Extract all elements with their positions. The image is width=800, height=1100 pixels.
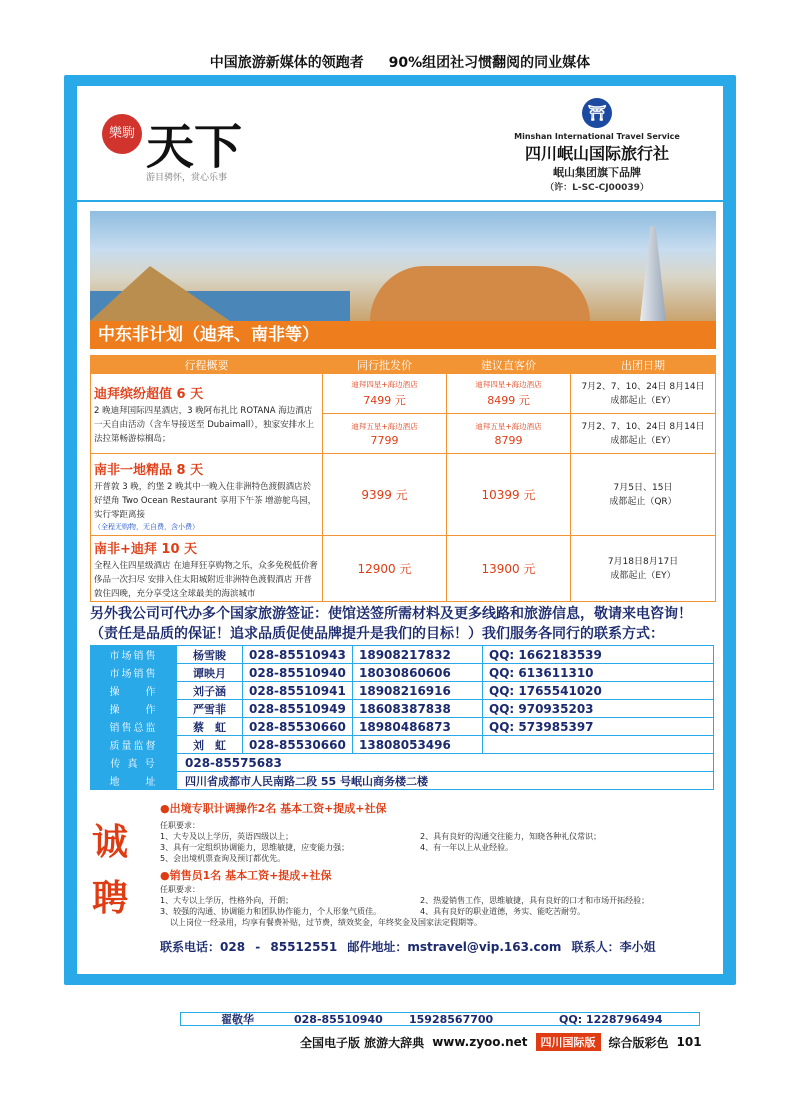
recruit-contact: 联系电话：028 - 85512551 邮件地址：mstravel@vip.163.com 联系人：李小姐 [160, 940, 656, 954]
recruit-char-2: 聘 [92, 877, 129, 919]
fax-value: 028-85575683 [177, 754, 714, 772]
departure-dates [571, 536, 716, 602]
brand-title: 天下 [146, 119, 243, 175]
dates-text: 7月2、7、10、24日 8月14日 [581, 421, 705, 432]
contact-phone: 028-85510943 [243, 646, 353, 664]
address-label: 地 址 [91, 772, 177, 790]
contacts-table [90, 645, 714, 790]
contact-role: 市场销售 [91, 646, 177, 664]
logo-area [90, 96, 710, 206]
agency-block [502, 98, 692, 193]
tour-desc: 开普敦 3 晚，约堡 2 晚其中一晚入住非洲特色渡假酒店於好望角 Two Ocean Restaurant 享用下午茶 增游鸵鸟园，实行零距离接 [94, 482, 317, 520]
contact-qq [483, 736, 714, 754]
departure-dates [571, 374, 716, 414]
contact-row [91, 664, 714, 682]
price-value: 8799 [494, 433, 523, 447]
dates-text: 7月18日8月17日 [607, 556, 679, 567]
banner-image [90, 211, 716, 321]
contact-qq: QQ: 1765541020 [483, 682, 714, 700]
job-1-req: 2、具有良好的沟通交往能力，知晓各种礼仪常识； [420, 832, 602, 841]
job-2-benefits: 以上岗位一经录用，均享有餐费补贴，过节费，绩效奖金，年终奖金及国家法定假期等。 [170, 918, 482, 927]
job-2-req: 3、较强的沟通、协调能力和团队协作能力，个人形象气质佳。 [160, 907, 382, 916]
contact-row [91, 682, 714, 700]
job-2-req: 2、热爱销售工作，思维敏捷，具有良好的口才和市场开拓经验； [420, 896, 650, 905]
tour-desc: 2 晚迪拜国际四星酒店，3 晚阿布扎比 ROTANA 海边酒店一天自由活动（含车导接送至 Dubaimall），独家安排水上法拉第畅游棕榈岛； [94, 406, 315, 444]
job-2-req: 4、具有良好的职业道德，务实、能吃苦耐劳。 [420, 907, 586, 916]
recruitment-section [90, 800, 720, 960]
contact-name: 蔡 虹 [177, 718, 243, 736]
brand-slogan: 游目骋怀，赏心乐事 [146, 173, 228, 183]
wholesale-price: 12900 元 [323, 536, 447, 602]
address-row [91, 772, 714, 790]
col-dates: 出团日期 [571, 356, 716, 374]
agency-license: （许：L-SC-CJ00039） [545, 183, 649, 193]
wholesale-price [323, 414, 447, 454]
agency-sub: 岷山集团旗下品牌 [553, 166, 641, 179]
table-row [91, 374, 716, 414]
contact-qq: QQ: 1662183539 [483, 646, 714, 664]
contact-mobile: 13808053496 [353, 736, 483, 754]
contact-mobile: 18908216916 [353, 682, 483, 700]
extra-qq: QQ: 1228796494 [559, 1012, 663, 1026]
contact-name: 刘 虹 [177, 736, 243, 754]
price-label: 迪拜四星+海边酒店 [351, 380, 418, 389]
contact-mobile: 18608387838 [353, 700, 483, 718]
extra-phone: 028-85510940 [294, 1012, 383, 1026]
address-value: 四川省成都市人民南路二段 55 号岷山商务楼二楼 [177, 772, 714, 790]
dates-text: 7月5日、15日 [613, 482, 673, 493]
contact-role: 操 作 [91, 700, 177, 718]
contact-phone: 028-85510940 [243, 664, 353, 682]
tour-name: 南非+迪拜 10 天 [94, 542, 198, 557]
job-1-req-title: 任职要求： [160, 821, 200, 830]
footer-tag: 四川国际版 [536, 1033, 601, 1051]
job-1-title: ●出境专职计调操作2名 基本工资+提成+社保 [160, 802, 387, 815]
job-2-req-title: 任职要求： [160, 885, 200, 894]
departure-dates [571, 414, 716, 454]
banner-cliff [90, 266, 230, 321]
contact-phone: 028-85510941 [243, 682, 353, 700]
retail-price: 10399 元 [447, 454, 571, 536]
tour-summary [91, 374, 323, 454]
contact-role: 销售总监 [91, 718, 177, 736]
agency-name-en: Minshan International Travel Service [514, 132, 680, 141]
table-row [91, 454, 716, 536]
footer-site[interactable]: www.zyoo.net [432, 1035, 528, 1049]
wholesale-price [323, 374, 447, 414]
contact-mobile: 18980486873 [353, 718, 483, 736]
price-label: 迪拜五星+海边酒店 [475, 421, 542, 431]
contact-qq: QQ: 970935203 [483, 700, 714, 718]
wholesale-price: 9399 元 [323, 454, 447, 536]
visa-notice [90, 604, 716, 644]
job-2-title: ●销售员1名 基本工资+提成+社保 [160, 869, 332, 882]
price-value: 8499 元 [487, 394, 530, 407]
contact-qq: QQ: 613611310 [483, 664, 714, 682]
retail-price [447, 374, 571, 414]
col-summary: 行程概要 [91, 356, 323, 374]
tour-summary [91, 454, 323, 536]
tour-name: 南非一地精品 8 天 [94, 463, 204, 478]
header-tagline: 中国旅游新媒体的领跑者 90%组团社习惯翻阅的同业媒体 [209, 55, 591, 71]
contact-name: 严雪菲 [177, 700, 243, 718]
job-2-req: 1、大专以上学历，性格外向，开朗； [160, 896, 294, 905]
contact-mobile: 18908217832 [353, 646, 483, 664]
agency-name-cn: 四川岷山国际旅行社 [524, 144, 669, 163]
departure-city: 成都起止（EY） [610, 570, 676, 581]
contact-row [91, 736, 714, 754]
price-value: 7499 元 [363, 394, 406, 407]
contact-role: 市场销售 [91, 664, 177, 682]
banner-dune [370, 266, 590, 321]
extra-mobile: 15928567700 [409, 1012, 494, 1026]
contact-phone: 028-85510949 [243, 700, 353, 718]
table-row [91, 536, 716, 602]
contact-row [91, 700, 714, 718]
contact-qq: QQ: 573985397 [483, 718, 714, 736]
tour-summary [91, 536, 323, 602]
footer-bar [300, 1032, 760, 1052]
contact-mobile: 18030860606 [353, 664, 483, 682]
contact-name: 刘子涵 [177, 682, 243, 700]
tour-table [90, 355, 716, 602]
price-value: 7799 [370, 433, 399, 447]
departure-dates [571, 454, 716, 536]
contact-role: 质量监督 [91, 736, 177, 754]
contact-name: 杨雪睃 [177, 646, 243, 664]
contact-row [91, 718, 714, 736]
departure-city: 成都起止（EY） [610, 395, 676, 406]
dates-text: 7月2、7、10、24日 8月14日 [581, 381, 705, 392]
contact-phone: 028-85530660 [243, 718, 353, 736]
job-1-req: 5、会出境机票查询及预订都优先。 [160, 854, 286, 863]
fax-label: 传 真 号 [91, 754, 177, 772]
extra-contact-row [180, 1012, 700, 1026]
seal-logo: 樂駒 [102, 114, 142, 154]
footer-text: 全国电子版 旅游大辞典 [300, 1035, 425, 1050]
col-retail: 建议直客价 [447, 356, 571, 374]
departure-city: 成都起止（QR） [609, 496, 677, 507]
visa-line-2: （责任是品质的保证！追求品质促使品牌提升是我们的目标！）我们服务各同行的联系方式： [90, 626, 664, 642]
page-number: 101 [676, 1035, 702, 1049]
price-label: 迪拜四星+海边酒店 [475, 380, 542, 389]
contact-role: 操 作 [91, 682, 177, 700]
extra-name: 翟敬华 [221, 1013, 254, 1026]
banner-tower [640, 226, 666, 321]
departure-city: 成都起止（EY） [610, 435, 676, 446]
footer-edition: 综合版彩色 [608, 1035, 669, 1050]
contact-row [91, 646, 714, 664]
tour-note: （全程无购物，无自费，含小费） [94, 523, 199, 531]
job-1-req: 1、大专及以上学历，英语四级以上； [160, 832, 294, 841]
tour-desc: 全程入住四星级酒店 在迪拜狂享购物之乐，众多免税低价奢侈品一次扫尽 安排入住太阳城附近非洲特色渡假酒店 开普敦住四晚，充分享受这全球最美的海滨城市 [94, 561, 318, 599]
retail-price [447, 414, 571, 454]
divider [77, 200, 723, 202]
contact-phone: 028-85530660 [243, 736, 353, 754]
table-header [91, 356, 716, 374]
recruit-char-1: 诚 [92, 821, 129, 863]
tour-name: 迪拜缤纷超值 6 天 [94, 387, 204, 402]
job-1-req: 4、有一年以上从业经验。 [420, 843, 514, 852]
price-label: 迪拜五星+海边酒店 [351, 421, 418, 431]
agency-logo-icon: ⛩ [582, 98, 612, 128]
fax-row [91, 754, 714, 772]
col-wholesale: 同行批发价 [323, 356, 447, 374]
retail-price: 13900 元 [447, 536, 571, 602]
contact-name: 谭映月 [177, 664, 243, 682]
job-1-req: 3、具有一定组织协调能力，思维敏捷，应变能力强； [160, 843, 350, 852]
visa-line-1: 另外我公司可代办多个国家旅游签证：使馆送签所需材料及更多线路和旅游信息，敬请来电咨询！ [90, 606, 692, 622]
section-title: 中东非计划（迪拜、南非等） [90, 321, 716, 349]
